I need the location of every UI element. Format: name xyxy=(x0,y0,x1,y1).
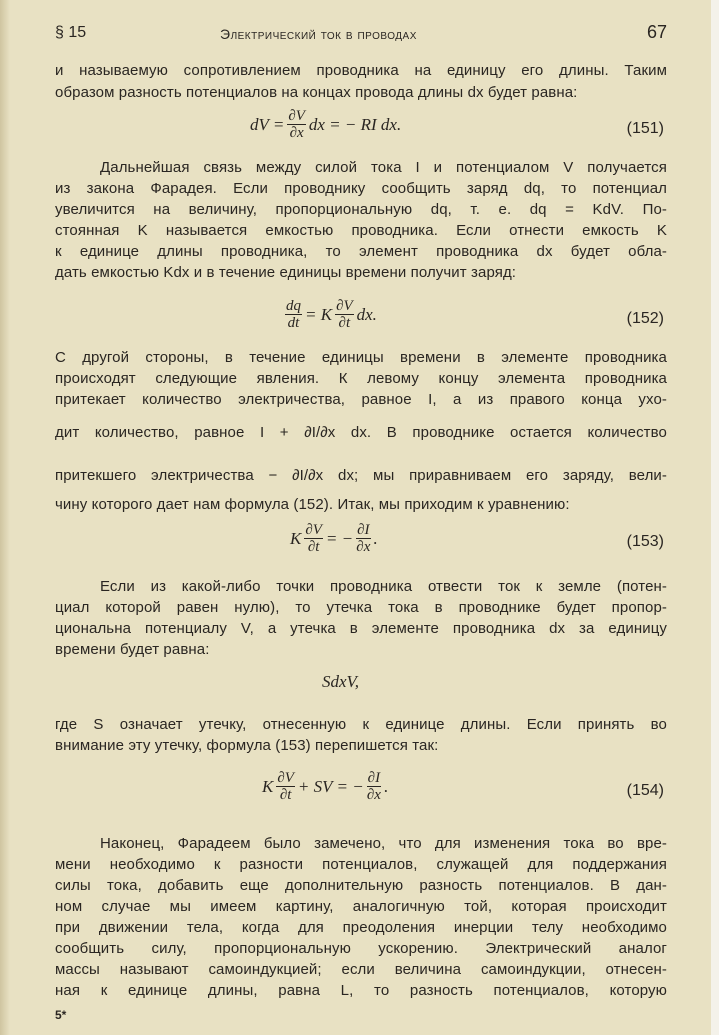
text-line: силы тока, добавить еще дополнительную разность потенциалов. В дан- xyxy=(55,877,667,894)
fraction xyxy=(287,108,306,141)
text-line: циональна потенциалу V, а утечка в элементе проводника dx за единицу xyxy=(55,620,667,637)
text-line: к единице длины проводника, то элемент проводника dx будет обла- xyxy=(55,243,667,260)
page-edge-left xyxy=(0,0,10,1035)
numerator: dq xyxy=(286,298,301,314)
text-line: притекшего электричества − ∂I/∂x dx; мы приравниваем его заряду, вели- xyxy=(55,467,667,484)
running-title: Электрический ток в проводах xyxy=(220,26,417,42)
eq-term: dx. xyxy=(356,304,377,324)
text-line: ная к единице длины, равна L, то разность потенциалов, которую xyxy=(55,982,667,999)
text-line: Если из какой-либо точки проводника отвести ток к земле (потен- xyxy=(100,578,667,595)
eq-term: + SV = − xyxy=(297,776,364,796)
text-line: С другой стороны, в течение единицы времени в элементе проводника xyxy=(55,349,667,366)
text-line: дать емкостью Kdx и в течение единицы времени получит заряд: xyxy=(55,264,517,281)
text-line: массы называют самоиндукцией; если величина самоиндукции, отнесен- xyxy=(55,961,667,978)
text-line: увеличится на величину, пропорциональную dq, т. е. dq = KdV. По- xyxy=(55,201,667,218)
text-line: из закона Фарадея. Если проводнику сообщить заряд dq, то потенциал xyxy=(55,180,667,197)
eq-term: dV = xyxy=(250,114,285,134)
equation-154 xyxy=(262,770,388,803)
equation-number: (153) xyxy=(626,533,664,550)
fraction xyxy=(304,522,323,555)
fraction xyxy=(356,522,370,555)
denominator: ∂t xyxy=(338,315,351,331)
page-number: 67 xyxy=(646,22,667,42)
text-line: Дальнейшая связь между силой тока I и потенциалом V получается xyxy=(100,159,667,176)
text-line: ном случае мы имеем картину, аналогичную той, которая происходит xyxy=(55,898,667,915)
text-line: внимание эту утечку, формула (153) перепишется так: xyxy=(55,737,439,754)
numerator: ∂I xyxy=(367,770,381,786)
numerator: ∂V xyxy=(277,770,294,786)
text-line: притекает количество электричества, равное I, а из правого конца ухо- xyxy=(55,391,667,408)
denominator: ∂x xyxy=(356,539,371,555)
denominator: dt xyxy=(287,315,300,331)
text-line: сообщить силу, пропорциональную ускорению. Электрический аналог xyxy=(55,940,667,957)
text-line: мени необходимо к разности потенциалов, служащей для поддержания xyxy=(55,856,667,873)
equation-152 xyxy=(285,298,377,331)
text-line: стоянная K называется емкостью проводника. Если отнести емкость K xyxy=(55,222,667,239)
denominator: ∂t xyxy=(279,787,292,803)
fraction xyxy=(285,298,302,331)
text-line: при движении тела, когда для преодоления инерции телу необходимо xyxy=(55,919,667,936)
denominator: ∂t xyxy=(307,539,320,555)
text-line: образом разность потенциалов на концах провода длины dx будет равна: xyxy=(55,84,578,101)
fraction xyxy=(335,298,354,331)
text-line: циал которой равен нулю), то утечка тока в проводнике будет пропор- xyxy=(55,599,667,616)
text-line: и называемую сопротивлением проводника на единицу его длины. Таким xyxy=(55,62,667,79)
eq-term: = − xyxy=(325,528,354,548)
eq-term: dx = − RI dx. xyxy=(308,114,402,134)
numerator: ∂V xyxy=(305,522,322,538)
denominator: ∂x xyxy=(366,787,381,803)
equation-sdxv: SdxV, xyxy=(322,672,359,691)
equation-number: (154) xyxy=(626,782,664,799)
numerator: ∂I xyxy=(357,522,370,538)
numerator: ∂V xyxy=(288,108,305,124)
eq-term: . xyxy=(384,776,389,796)
denominator: ∂x xyxy=(289,125,304,141)
text-line: происходят следующие явления. К левому концу элемента проводника xyxy=(55,370,667,387)
equation-number: (152) xyxy=(626,310,664,327)
fraction xyxy=(276,770,295,803)
equation-151 xyxy=(250,108,401,141)
eq-term: . xyxy=(373,528,378,548)
eq-term: K xyxy=(290,528,302,548)
text-line: чину которого дает нам формула (152). Итак, мы приходим к уравнению: xyxy=(55,496,570,513)
text-line: времени будет равна: xyxy=(55,641,210,658)
equation-number: (151) xyxy=(626,120,664,137)
fraction xyxy=(367,770,381,803)
text-line: где S означает утечку, отнесенную к единице длины. Если принять во xyxy=(55,716,667,733)
page-edge-right xyxy=(711,0,719,1035)
section-number: § 15 xyxy=(55,24,87,41)
signature-mark: 5* xyxy=(55,1008,67,1022)
numerator: ∂V xyxy=(336,298,353,314)
equation-153 xyxy=(290,522,378,555)
eq-term: = K xyxy=(305,304,333,324)
text-line: Наконец, Фарадеем было замечено, что для изменения тока во вре- xyxy=(100,835,667,852)
text-line: дит количество, равное I + ∂I/∂x dx. В проводнике остается количество xyxy=(55,424,667,441)
eq-term: K xyxy=(262,776,274,796)
